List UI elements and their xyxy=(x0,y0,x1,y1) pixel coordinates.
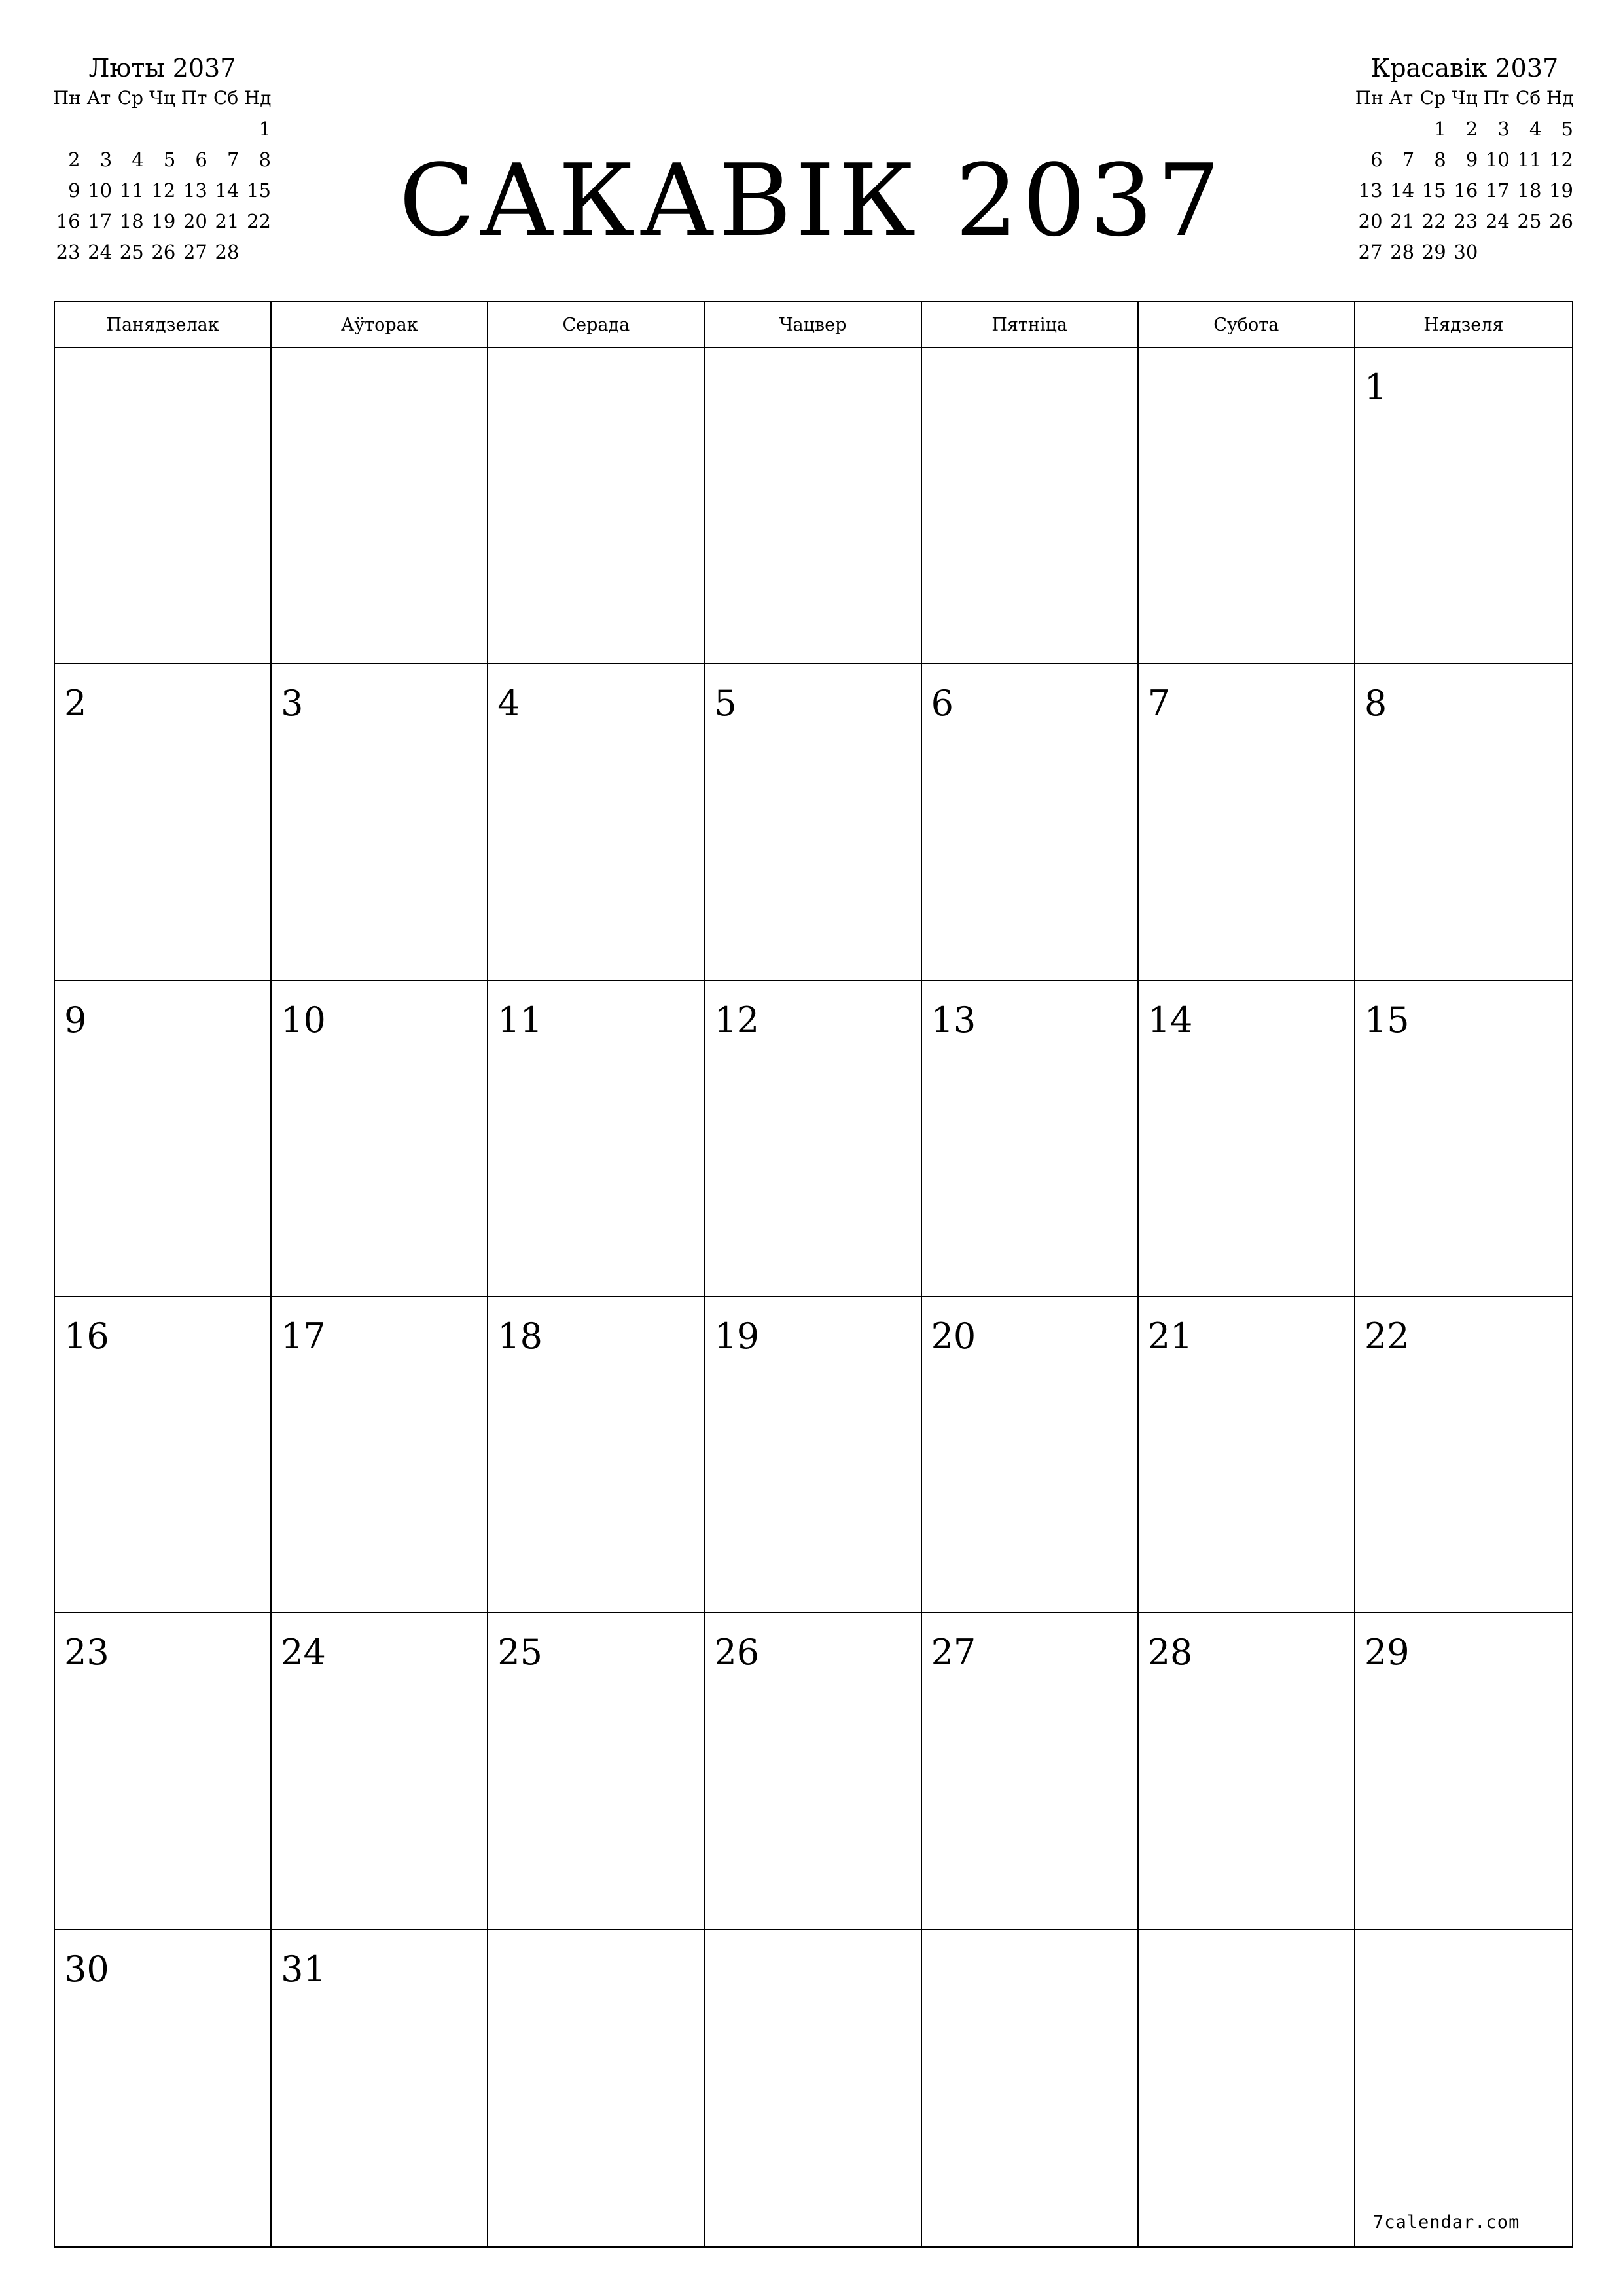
mini-weekday: Ат xyxy=(86,87,111,109)
day-cell[interactable] xyxy=(272,1297,488,1613)
day-number: 16 xyxy=(64,1316,109,1357)
day-cell[interactable] xyxy=(1355,1297,1572,1613)
day-cell[interactable] xyxy=(272,664,488,980)
footer-credit: 7calendar.com xyxy=(1373,2212,1520,2233)
mini-day: 23 xyxy=(1454,210,1478,232)
mini-day: 26 xyxy=(1549,210,1573,232)
day-number: 12 xyxy=(714,999,760,1041)
day-number: 28 xyxy=(1147,1632,1193,1674)
day-number: 7 xyxy=(1147,683,1171,725)
mini-day: 29 xyxy=(1421,241,1446,263)
day-number: 26 xyxy=(714,1632,760,1674)
day-number: 11 xyxy=(497,999,543,1041)
mini-day: 13 xyxy=(1358,179,1383,202)
mini-weekday: Нд xyxy=(1546,87,1574,109)
day-cell[interactable] xyxy=(488,1613,705,1929)
mini-day: 16 xyxy=(56,210,80,232)
day-cell[interactable] xyxy=(1139,348,1355,664)
day-number: 3 xyxy=(281,683,304,725)
mini-day: 23 xyxy=(56,241,80,263)
weekday-header: Серада xyxy=(488,302,705,348)
mini-blank xyxy=(210,114,242,145)
mini-day: 17 xyxy=(1485,179,1510,202)
day-cell[interactable] xyxy=(922,981,1139,1297)
mini-day: 19 xyxy=(1549,179,1573,202)
day-number: 24 xyxy=(281,1632,326,1674)
mini-day: 3 xyxy=(1497,118,1510,140)
mini-day: 30 xyxy=(1454,241,1478,263)
mini-day: 21 xyxy=(215,210,240,232)
day-number: 10 xyxy=(281,999,326,1041)
day-cell[interactable] xyxy=(922,1613,1139,1929)
day-cell[interactable] xyxy=(705,664,921,980)
mini-day: 21 xyxy=(1390,210,1415,232)
mini-day: 4 xyxy=(132,149,144,171)
mini-day: 22 xyxy=(247,210,271,232)
mini-weekday: Пт xyxy=(1483,87,1510,109)
mini-day: 25 xyxy=(1517,210,1542,232)
mini-day: 9 xyxy=(68,179,80,202)
mini-weekday: Ср xyxy=(1419,87,1446,109)
mini-day: 5 xyxy=(1561,118,1573,140)
mini-day: 8 xyxy=(259,149,271,171)
day-cell[interactable] xyxy=(922,1297,1139,1613)
mini-calendar-next-title: Красавік 2037 xyxy=(1370,54,1559,82)
day-number: 4 xyxy=(497,683,520,725)
day-number: 20 xyxy=(931,1316,976,1357)
day-cell[interactable] xyxy=(1355,664,1572,980)
mini-day: 14 xyxy=(215,179,240,202)
day-number: 6 xyxy=(931,683,954,725)
mini-weekday: Пн xyxy=(52,87,81,109)
day-cell[interactable] xyxy=(488,1297,705,1613)
weekday-header: Нядзеля xyxy=(1355,302,1572,348)
day-number: 15 xyxy=(1364,999,1410,1041)
mini-day: 2 xyxy=(1465,118,1478,140)
weekday-header: Субота xyxy=(1139,302,1355,348)
mini-day: 11 xyxy=(119,179,144,202)
mini-blank xyxy=(51,114,83,145)
day-cell[interactable] xyxy=(1355,981,1572,1297)
day-number: 8 xyxy=(1364,683,1387,725)
day-cell[interactable] xyxy=(705,1613,921,1929)
day-number: 25 xyxy=(497,1632,543,1674)
day-cell[interactable] xyxy=(272,1613,488,1929)
day-cell[interactable] xyxy=(922,1930,1139,2246)
mini-day: 11 xyxy=(1517,149,1542,171)
weekday-header: Аўторак xyxy=(272,302,488,348)
mini-calendar-next-grid xyxy=(1353,85,1576,268)
day-cell[interactable] xyxy=(922,664,1139,980)
mini-weekday: Ат xyxy=(1389,87,1414,109)
day-cell[interactable] xyxy=(488,664,705,980)
mini-weekday: Ср xyxy=(117,87,144,109)
mini-day: 28 xyxy=(1390,241,1415,263)
mini-day: 26 xyxy=(151,241,176,263)
mini-blank xyxy=(1385,114,1418,145)
mini-day: 5 xyxy=(163,149,176,171)
day-cell[interactable] xyxy=(705,1297,921,1613)
day-cell[interactable] xyxy=(272,348,488,664)
mini-day: 1 xyxy=(1434,118,1446,140)
mini-calendar-prev-grid xyxy=(51,85,274,268)
mini-day: 8 xyxy=(1434,149,1446,171)
mini-day: 15 xyxy=(1421,179,1446,202)
day-cell[interactable] xyxy=(272,981,488,1297)
mini-day: 28 xyxy=(215,241,240,263)
mini-day: 27 xyxy=(1358,241,1383,263)
mini-day: 2 xyxy=(68,149,80,171)
mini-blank xyxy=(115,114,147,145)
day-cell[interactable] xyxy=(1355,348,1572,664)
mini-day: 24 xyxy=(1485,210,1510,232)
mini-blank xyxy=(147,114,179,145)
mini-calendar-next xyxy=(1353,52,1576,268)
day-cell[interactable] xyxy=(1139,1297,1355,1613)
mini-weekday: Пн xyxy=(1355,87,1383,109)
mini-day: 10 xyxy=(1485,149,1510,171)
day-cell[interactable] xyxy=(488,348,705,664)
day-number: 1 xyxy=(1364,367,1387,408)
day-cell[interactable] xyxy=(55,1297,272,1613)
mini-calendar-prev xyxy=(51,52,274,268)
day-number: 13 xyxy=(931,999,976,1041)
day-cell[interactable] xyxy=(705,348,921,664)
mini-day: 9 xyxy=(1465,149,1478,171)
mini-day: 27 xyxy=(183,241,207,263)
day-cell[interactable] xyxy=(922,348,1139,664)
day-cell[interactable] xyxy=(1139,1930,1355,2246)
day-cell[interactable] xyxy=(55,664,272,980)
day-cell[interactable] xyxy=(488,981,705,1297)
day-cell[interactable] xyxy=(1139,664,1355,980)
mini-day: 19 xyxy=(151,210,176,232)
mini-day: 18 xyxy=(119,210,144,232)
weekday-header: Панядзелак xyxy=(55,302,272,348)
mini-weekday: Сб xyxy=(213,87,239,109)
mini-day: 20 xyxy=(1358,210,1383,232)
day-cell[interactable] xyxy=(488,1930,705,2246)
mini-day: 13 xyxy=(183,179,207,202)
day-number: 22 xyxy=(1364,1316,1410,1357)
mini-blank xyxy=(178,114,210,145)
mini-weekday: Сб xyxy=(1515,87,1541,109)
day-number: 17 xyxy=(281,1316,326,1357)
mini-day: 20 xyxy=(183,210,207,232)
mini-day: 22 xyxy=(1421,210,1446,232)
mini-day: 25 xyxy=(119,241,144,263)
day-number: 27 xyxy=(931,1632,976,1674)
day-number: 30 xyxy=(64,1948,109,1990)
mini-day: 7 xyxy=(226,149,240,171)
day-number: 29 xyxy=(1364,1632,1410,1674)
mini-day: 18 xyxy=(1517,179,1542,202)
day-cell[interactable] xyxy=(55,981,272,1297)
mini-blank xyxy=(1353,114,1385,145)
day-number: 5 xyxy=(714,683,737,725)
day-cell[interactable] xyxy=(272,1930,488,2246)
day-number: 31 xyxy=(281,1948,326,1990)
mini-weekday: Пт xyxy=(181,87,207,109)
weekday-header: Пятніца xyxy=(922,302,1139,348)
day-number: 21 xyxy=(1147,1316,1193,1357)
mini-weekday: Чц xyxy=(1452,87,1478,109)
mini-day: 3 xyxy=(99,149,113,171)
mini-day: 6 xyxy=(1370,149,1383,171)
day-number: 19 xyxy=(714,1316,760,1357)
mini-day: 7 xyxy=(1402,149,1415,171)
mini-day: 12 xyxy=(1549,149,1573,171)
mini-weekday: Чц xyxy=(149,87,175,109)
mini-day: 15 xyxy=(247,179,271,202)
day-cell[interactable] xyxy=(705,981,921,1297)
day-number: 14 xyxy=(1147,999,1193,1041)
weekday-header: Чацвер xyxy=(705,302,921,348)
mini-day: 17 xyxy=(88,210,113,232)
day-number: 18 xyxy=(497,1316,543,1357)
page-title: САКАВІК 2037 xyxy=(399,143,1224,259)
day-cell[interactable] xyxy=(1355,1613,1572,1929)
day-cell[interactable] xyxy=(55,1613,272,1929)
mini-day: 4 xyxy=(1529,118,1542,140)
day-cell[interactable] xyxy=(55,348,272,664)
mini-day: 14 xyxy=(1390,179,1415,202)
mini-day: 6 xyxy=(195,149,207,171)
day-cell[interactable] xyxy=(55,1930,272,2246)
mini-calendar-prev-title: Люты 2037 xyxy=(88,54,236,82)
mini-weekday: Нд xyxy=(243,87,272,109)
mini-day: 1 xyxy=(259,118,271,140)
day-cell[interactable] xyxy=(705,1930,921,2246)
mini-day: 10 xyxy=(88,179,113,202)
day-cell[interactable] xyxy=(1139,981,1355,1297)
day-number: 23 xyxy=(64,1632,109,1674)
month-grid xyxy=(54,301,1573,2248)
mini-day: 24 xyxy=(88,241,113,263)
mini-blank xyxy=(83,114,115,145)
mini-day: 12 xyxy=(151,179,176,202)
day-number: 9 xyxy=(64,999,87,1041)
day-cell[interactable] xyxy=(1139,1613,1355,1929)
day-cell[interactable] xyxy=(1355,1930,1572,2246)
mini-day: 16 xyxy=(1454,179,1478,202)
day-number: 2 xyxy=(64,683,87,725)
